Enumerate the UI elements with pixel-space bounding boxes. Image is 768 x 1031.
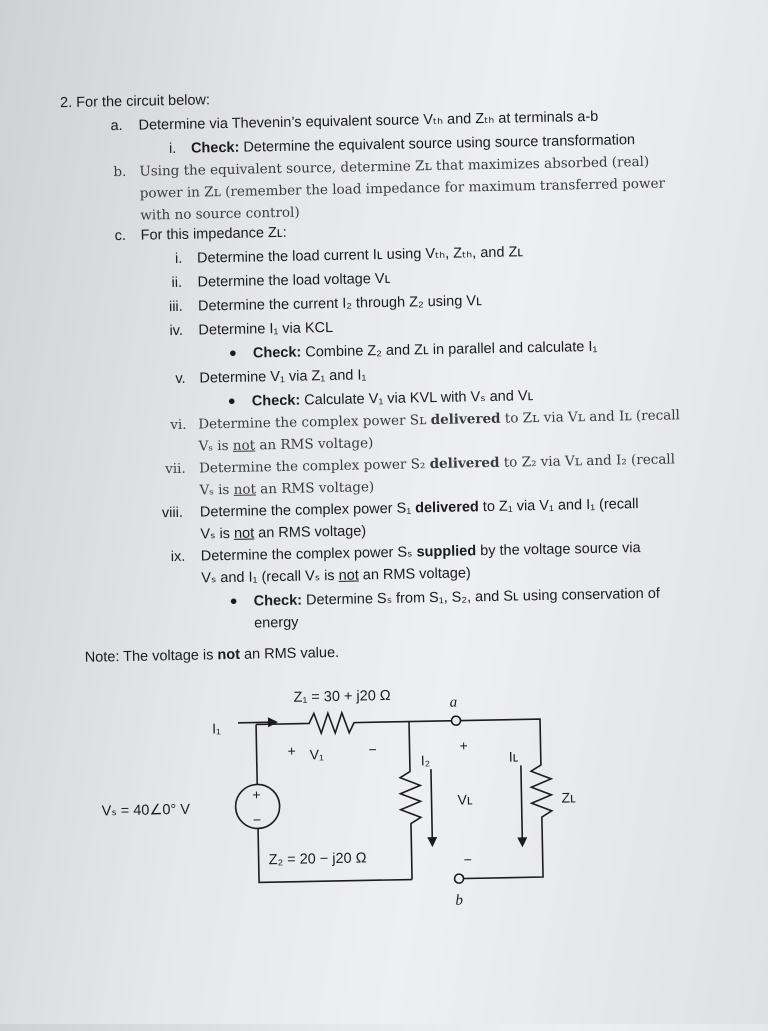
- source-plus: +: [252, 786, 261, 803]
- check-text: Calculate V₁ via KVL with Vₛ and Vʟ: [300, 388, 534, 409]
- i2-arrowhead-icon: [427, 837, 437, 847]
- part-b-line1: Using the equivalent source, determine Zʟ that maximizes absorbed (real): [139, 153, 650, 180]
- text-span: Vₛ and I₁ (recall Vₛ is: [201, 567, 339, 587]
- item-text: Determine V₁ via Z₁ and I₁: [199, 367, 367, 387]
- part-a-i-text: Determine the equivalent source using source transformation: [239, 132, 636, 156]
- emphasis: supplied: [416, 543, 477, 561]
- terminal-b-label: b: [455, 892, 464, 909]
- i1-arrowhead-icon: [268, 717, 278, 727]
- item-num: vii.: [164, 460, 186, 478]
- part-b-line2: power in Zʟ (remember the load impedance for maximum transferred power: [139, 175, 666, 202]
- text-span: by the voltage source via: [476, 540, 641, 560]
- i2-label: I₂: [420, 752, 431, 769]
- part-c-text: For this impedance Zʟ:: [140, 224, 287, 244]
- text-span: Determine the complex power Sʟ: [198, 412, 431, 433]
- text-span: an RMS voltage): [255, 479, 375, 498]
- emphasis: delivered: [430, 410, 501, 429]
- part-b-label: b.: [113, 163, 127, 181]
- item-num: viii.: [161, 504, 184, 522]
- part-b-line3: with no source control): [140, 204, 300, 224]
- text-span: an RMS voltage): [358, 565, 471, 584]
- z2-label: Z₂ = 20 − j20 Ω: [268, 850, 367, 869]
- text-span: to Zʟ via Vʟ and Iʟ (recall: [500, 407, 681, 427]
- emphasis: not: [217, 646, 241, 664]
- emphasis: delivered: [429, 454, 500, 473]
- item-num: vi.: [170, 416, 187, 434]
- check-text: Combine Z₂ and Zʟ in parallel and calculate I₁: [301, 338, 598, 361]
- left-wire-top: [256, 724, 257, 784]
- i1-arrow-line: [238, 722, 272, 723]
- item-num: iii.: [168, 298, 183, 316]
- part-c-label: c.: [114, 227, 127, 245]
- item-text: Determine the load voltage Vʟ: [197, 270, 391, 291]
- terminal-a-icon: [451, 716, 460, 725]
- zl-label: Zʟ: [561, 789, 576, 806]
- check-text: Determine Sₛ from S₁, S₂, and Sʟ using conservation of: [301, 585, 661, 609]
- text-span: to Z₂ via Vʟ and I₂ (recall: [499, 451, 676, 471]
- item-text: Determine the current I₂ through Z₂ using Vʟ: [197, 293, 483, 315]
- bullet-icon: ●: [227, 392, 236, 408]
- bullet-icon: ●: [228, 344, 237, 360]
- text-span: Note: The voltage is: [84, 647, 218, 666]
- v1-plus: +: [287, 742, 296, 759]
- text-span: Determine the complex power S₂: [198, 456, 430, 477]
- source-minus: −: [252, 811, 262, 828]
- check-label: Check:: [251, 392, 301, 410]
- text-span: Determine the complex power S₁: [199, 500, 416, 521]
- vl-minus: −: [463, 851, 473, 868]
- item-num: ix.: [170, 548, 186, 566]
- emphasis: delivered: [415, 499, 479, 517]
- top-wire: [256, 711, 456, 735]
- underlined-not: not: [232, 437, 256, 454]
- terminal-b-icon: [454, 874, 463, 883]
- text-span: to Z₁ via V₁ and I₁ (recall: [478, 496, 639, 516]
- terminal-a-label: a: [449, 694, 458, 711]
- item-num: iv.: [169, 322, 184, 340]
- item-text: Determine the load current Iʟ using Vₜₕ, Zₜₕ, and Zʟ: [196, 244, 524, 267]
- underlined-not: not: [233, 481, 257, 498]
- text-span: Vₛ is: [198, 437, 233, 455]
- il-label: Iʟ: [508, 748, 519, 765]
- item-num: v.: [175, 370, 186, 387]
- text-span: an RMS value.: [239, 644, 340, 663]
- v1-minus: −: [368, 741, 377, 758]
- item-num: ii.: [171, 274, 183, 292]
- z1-label: Z₁ = 30 + j20 Ω: [293, 687, 391, 706]
- text-span: Vₛ is: [200, 525, 235, 543]
- text-span: an RMS voltage): [254, 523, 367, 542]
- il-arrowhead-icon: [517, 837, 527, 847]
- vl-label: Vʟ: [457, 791, 473, 808]
- check-label: Check:: [190, 139, 240, 157]
- check-label: Check:: [253, 592, 303, 610]
- vl-plus: +: [459, 737, 468, 754]
- il-arrow-line: [521, 765, 522, 839]
- item-text: Determine I₁ via KCL: [198, 319, 334, 339]
- vs-label: Vₛ = 40∠0° V: [101, 801, 191, 820]
- text-span: Vₛ is: [199, 481, 234, 499]
- final-check-line2: energy: [253, 614, 299, 632]
- z2-branch: [399, 721, 422, 879]
- text-span: an RMS voltage): [254, 435, 374, 454]
- item-num: i.: [174, 250, 183, 267]
- part-a-label: a.: [110, 117, 123, 135]
- problem-header: 2. For the circuit below:: [59, 92, 211, 112]
- text-span: Determine the complex power Sₛ: [200, 544, 417, 565]
- bullet-icon: ●: [229, 592, 238, 608]
- i2-arrow-line: [431, 769, 432, 839]
- check-label: Check:: [252, 344, 302, 362]
- underlined-not: not: [233, 525, 255, 542]
- part-a-text: Determine via Thevenin’s equivalent source Vₜₕ and Zₜₕ at terminals a-b: [138, 108, 599, 134]
- part-a-i-label: i.: [168, 140, 177, 158]
- i1-label: I₁: [211, 720, 221, 737]
- v1-label: V₁: [309, 746, 324, 763]
- underlined-not: not: [338, 567, 359, 584]
